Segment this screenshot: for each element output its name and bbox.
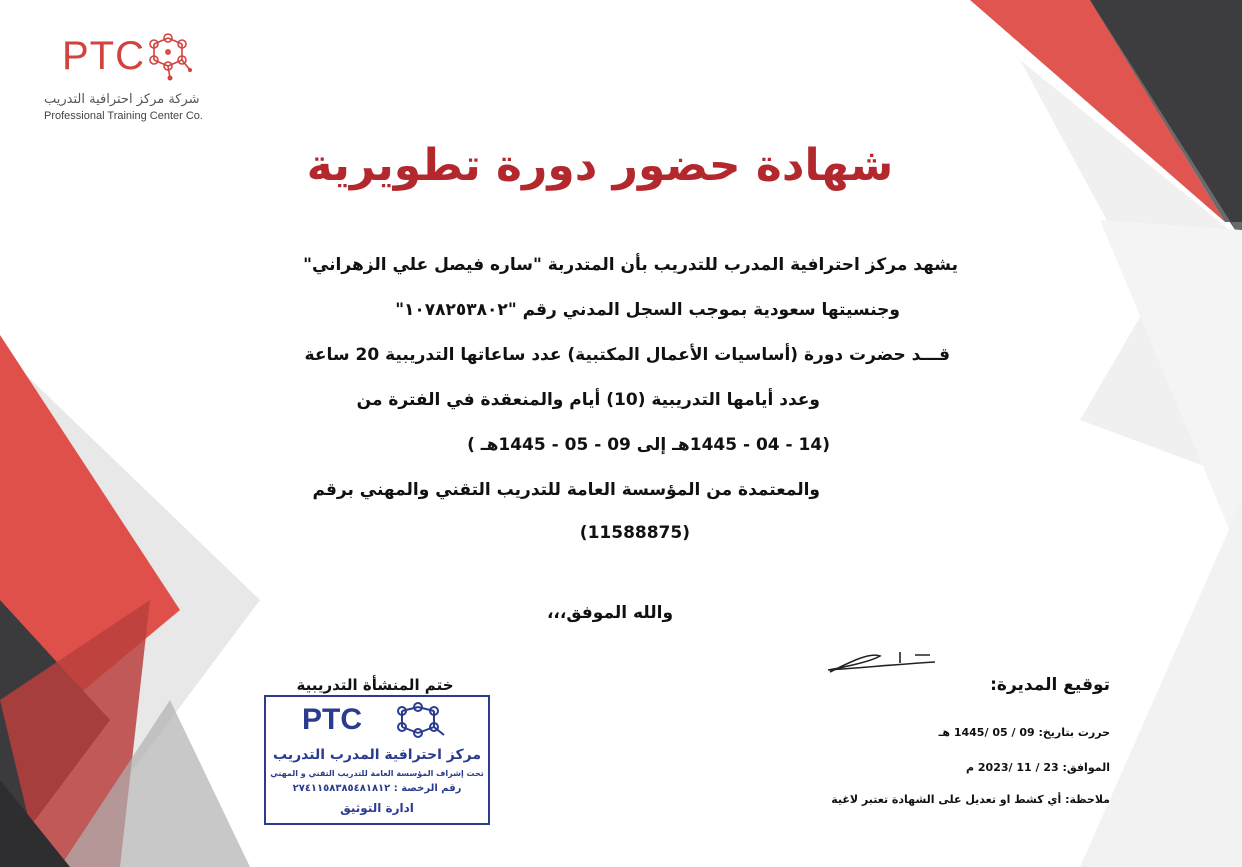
logo-arabic-name: شركة مركز احترافية التدريب xyxy=(44,92,200,107)
stamp-label: ختم المنشأة التدريبية xyxy=(296,676,454,694)
gregorian-date: الموافق: 23 / 11 /2023 م xyxy=(966,761,1110,774)
stamp-line-1: مركز احترافية المدرب التدريب xyxy=(273,747,481,763)
signature-label: توقيع المديرة: xyxy=(990,675,1110,695)
closing-phrase: والله الموفق،،، xyxy=(546,603,674,623)
body-line: (14 - 04 - 1445هـ إلى 09 - 05 - 1445هـ ) xyxy=(467,435,830,455)
molecule-icon xyxy=(144,30,192,82)
stamp-brand: PTC xyxy=(302,703,362,736)
ptc-logo xyxy=(40,30,240,130)
signature-drawing xyxy=(828,652,935,672)
body-line: والمعتمدة من المؤسسة العامة للتدريب التقني والمهني برقم xyxy=(312,480,820,500)
official-stamp xyxy=(264,695,490,825)
issue-date: حررت بتاريخ: 09 / 05 /1445 هـ xyxy=(938,726,1110,739)
logo-brand: PTC xyxy=(62,34,145,78)
stamp-line-2: تحت إشراف المؤسسة العامة للتدريب التقني و المهني xyxy=(270,769,484,778)
stamp-molecule-icon xyxy=(392,701,448,741)
logo-english-name: Professional Training Center Co. xyxy=(44,110,203,122)
stamp-line-3: رقم الرخصة : ٢٧٤١١٥٨٣٨٥٤٨١٨١٢ xyxy=(292,783,462,794)
stamp-line-4: ادارة التوثيق xyxy=(340,801,414,815)
certificate-title: شهادة حضور دورة تطويرية xyxy=(306,140,894,191)
body-line: وجنسيتها سعودية بموجب السجل المدني رقم "١٠٧٨٢٥٣٨٠٢" xyxy=(395,300,900,320)
body-line: وعدد أيامها التدريبية (10) أيام والمنعقدة في الفترة من xyxy=(356,390,820,410)
body-line: يشهد مركز احترافية المدرب للتدريب بأن المتدربة "ساره فيصل علي الزهراني" xyxy=(303,255,958,275)
disclaimer-note: ملاحظة: أي كشط او تعديل على الشهادة تعتبر لاغية xyxy=(831,793,1110,806)
body-line: (11588875) xyxy=(579,523,690,543)
body-line: قـــد حضرت دورة (أساسيات الأعمال المكتبية) عدد ساعاتها التدريبية 20 ساعة xyxy=(304,345,950,365)
